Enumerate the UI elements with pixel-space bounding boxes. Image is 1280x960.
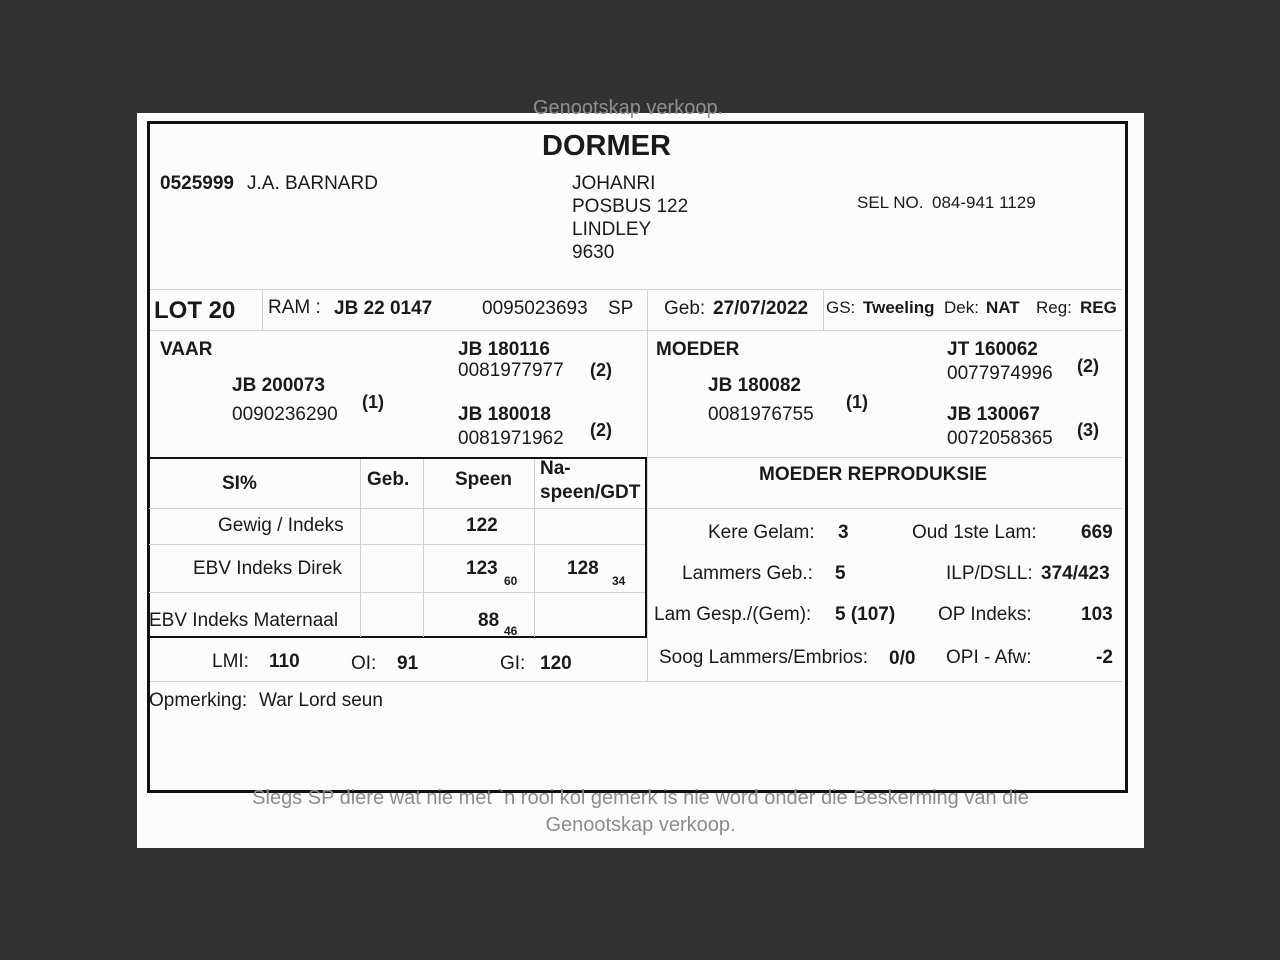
si-header-si: SI% [222, 473, 257, 494]
dek-label: Dek: [944, 298, 979, 317]
si-row-speen-sub: 46 [504, 624, 518, 638]
lammers-value: 5 [835, 563, 846, 584]
sire-id: JB 200073 [232, 375, 325, 396]
si-row-speen-sub: 60 [504, 574, 518, 588]
sires-sire-grade: (2) [590, 360, 612, 380]
divider [149, 592, 645, 593]
remark-label: Opmerking: [149, 690, 248, 711]
dams-dam-number: 0072058365 [947, 428, 1053, 449]
gi-label: GI: [500, 653, 526, 674]
sire-section-label: VAAR [160, 339, 213, 360]
phone-number: 084-941 1129 [932, 193, 1036, 212]
dams-sire-id: JT 160062 [947, 339, 1038, 360]
sires-dam-id: JB 180018 [458, 404, 551, 425]
sale-card-page [137, 97, 1144, 848]
ghost-header-text: Genootskap verkoop. [533, 97, 724, 119]
soog-label: Soog Lammers/Embrios: [659, 647, 869, 668]
divider [150, 289, 1122, 290]
dams-dam-grade: (3) [1077, 420, 1099, 440]
si-row-speen: 123 [466, 558, 498, 579]
kere-label: Kere Gelam: [708, 522, 815, 543]
reg-value: REG [1080, 298, 1117, 317]
gs-label: GS: [826, 298, 856, 317]
lot-number: LOT 20 [154, 297, 236, 324]
ram-label: RAM : [268, 297, 321, 318]
divider [360, 459, 361, 637]
breed-title: DORMER [542, 130, 671, 162]
opi-label: OPI - Afw: [946, 647, 1032, 668]
divider [647, 508, 1122, 509]
lmi-value: 110 [269, 651, 300, 672]
soog-value: 0/0 [889, 648, 916, 669]
gesp-label: Lam Gesp./(Gem): [654, 604, 812, 625]
dams-dam-id: JB 130067 [947, 404, 1040, 425]
divider [534, 459, 535, 637]
divider [150, 330, 1122, 331]
divider [149, 508, 645, 509]
address-line-1: JOHANRI [572, 173, 656, 194]
si-row-speen: 122 [466, 515, 498, 536]
ilp-label: ILP/DSLL: [946, 563, 1033, 584]
sires-dam-grade: (2) [590, 420, 612, 440]
sires-sire-number: 0081977977 [458, 360, 564, 381]
dam-id: JB 180082 [708, 375, 801, 396]
divider [150, 681, 1122, 682]
divider [647, 457, 1122, 458]
sire-grade: (1) [362, 392, 384, 412]
op-label: OP Indeks: [938, 604, 1032, 625]
address-line-4: 9630 [572, 242, 615, 263]
divider [823, 290, 824, 330]
si-row-label: EBV Indeks Maternaal [149, 610, 339, 631]
sires-sire-id: JB 180116 [458, 339, 550, 360]
breeder-number: 0525999 [160, 173, 234, 194]
opi-value: -2 [1096, 647, 1113, 668]
si-row-na: 128 [567, 558, 599, 579]
gs-value: Tweeling [863, 298, 935, 317]
footer-note [137, 785, 1144, 839]
ilp-value: 374/423 [1041, 563, 1110, 584]
sire-number: 0090236290 [232, 404, 338, 425]
dam-section-label: MOEDER [656, 339, 740, 360]
lammers-label: Lammers Geb.: [682, 563, 813, 584]
si-header-naspeen-gdt: speen/GDT [540, 482, 641, 503]
op-value: 103 [1081, 604, 1113, 625]
gi-value: 120 [540, 653, 572, 674]
divider [423, 459, 424, 637]
si-header-speen: Speen [455, 469, 513, 490]
dam-grade: (1) [846, 392, 868, 412]
divider [149, 544, 645, 545]
oud-label: Oud 1ste Lam: [912, 522, 1037, 543]
divider [262, 290, 263, 330]
si-row-speen: 88 [478, 610, 500, 631]
oi-value: 91 [397, 653, 419, 674]
repro-title: MOEDER REPRODUKSIE [759, 464, 988, 485]
reg-label: Reg: [1036, 298, 1072, 317]
dams-sire-number: 0077974996 [947, 363, 1053, 384]
footer-line-1: Slegs SP diere wat nie met `n rooi kol gemerk is nie word onder die Beskerming van die [252, 787, 1029, 809]
birth-date: 27/07/2022 [713, 298, 809, 319]
lmi-label: LMI: [212, 651, 249, 672]
sp-marker: SP [608, 298, 634, 319]
dek-value: NAT [986, 298, 1020, 317]
gesp-value: 5 (107) [835, 604, 896, 625]
footer-line-2: Genootskap verkoop. [545, 814, 736, 836]
si-row-na-sub: 34 [612, 574, 626, 588]
ram-id: JB 22 0147 [334, 298, 433, 319]
address-line-2: POSBUS 122 [572, 196, 689, 217]
oi-label: OI: [351, 653, 377, 674]
si-header-na: Na- [540, 458, 571, 479]
oud-value: 669 [1081, 522, 1113, 543]
address-line-3: LINDLEY [572, 219, 652, 240]
phone-label: SEL NO. [857, 193, 924, 212]
kere-value: 3 [838, 522, 849, 543]
divider [647, 290, 648, 682]
si-row-label: Gewig / Indeks [218, 515, 344, 536]
birth-date-label: Geb: [664, 298, 706, 319]
si-row-label: EBV Indeks Direk [193, 558, 342, 579]
dam-number: 0081976755 [708, 404, 814, 425]
sires-dam-number: 0081971962 [458, 428, 564, 449]
breeder-name: J.A. BARNARD [247, 173, 378, 194]
dams-sire-grade: (2) [1077, 356, 1099, 376]
registration-number: 0095023693 [482, 298, 588, 319]
si-header-geb: Geb. [367, 469, 410, 490]
remark-text: War Lord seun [259, 690, 383, 711]
